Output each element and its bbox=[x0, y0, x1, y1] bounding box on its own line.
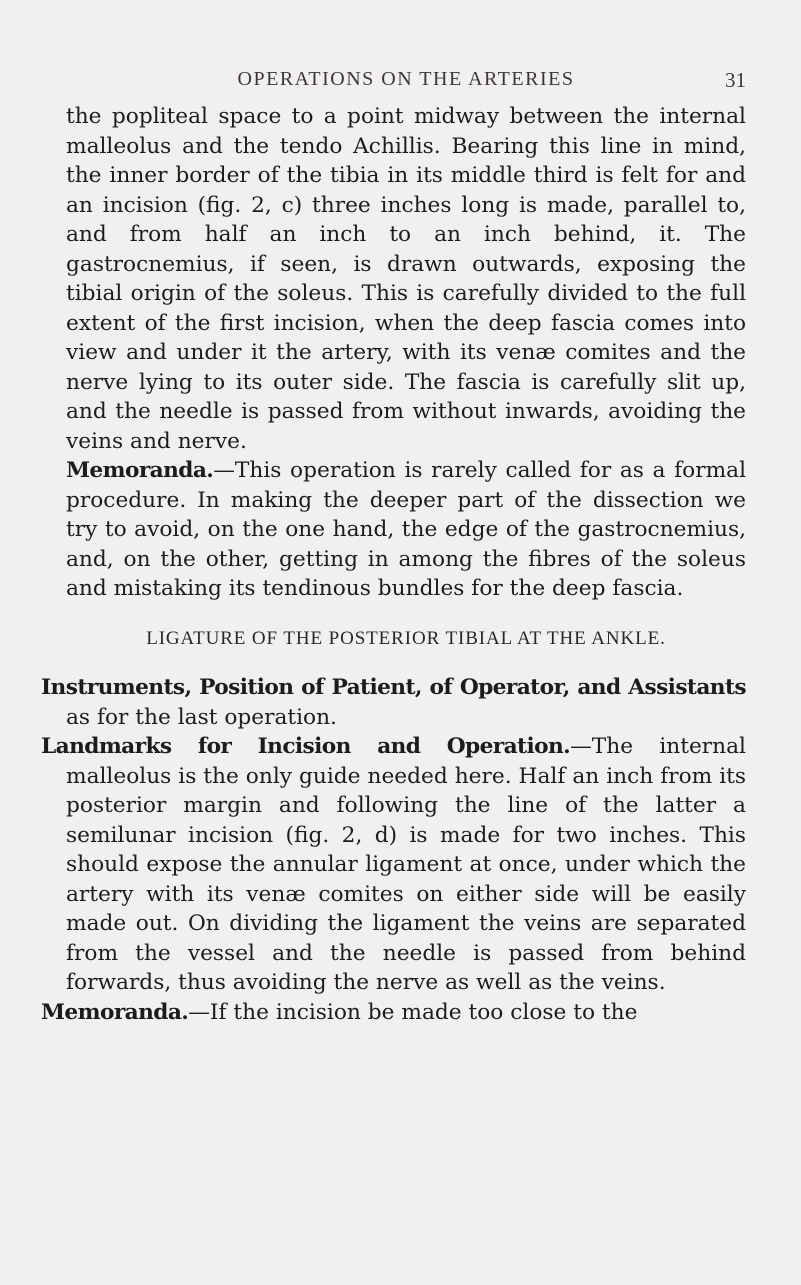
section-heading: LIGATURE OF THE POSTERIOR TIBIAL AT THE ANKLE. bbox=[146, 627, 666, 649]
instruments-paragraph bbox=[41, 673, 746, 732]
memoranda-text-ankle: —If the incision be made too close to the bbox=[188, 999, 638, 1025]
memoranda-paragraph-ankle bbox=[41, 998, 746, 1028]
landmarks-paragraph bbox=[41, 732, 746, 998]
memoranda-label: Memoranda. bbox=[66, 458, 214, 483]
landmarks-text: —The internal malleolus is the only guide needed here. Half an inch from its posterior margin and following the line of the latter a semilunar incision (fig. 2, d) is made for two inches. This should expose the annular ligament at once, under which the artery with its venæ comites on either side will be easily made out. On dividing the ligament the veins are separated from the vessel and the needle is passed from behind forwards, thus avoiding the nerve as well as the veins. bbox=[66, 734, 746, 995]
instruments-text: as for the last operation. bbox=[66, 704, 337, 730]
landmarks-label: Landmarks for Incision and Operation. bbox=[41, 734, 571, 759]
page-number: 31 bbox=[725, 68, 746, 92]
memoranda-text: —This operation is rarely called for as a formal procedure. In making the deeper part of the dissection we try to avoid, on the one hand, the edge of the gastrocnemius, and, on the other, getting in among the fibres of the soleus and mistaking its tendinous bundles for the deep fascia. bbox=[66, 458, 746, 601]
page-body bbox=[41, 102, 746, 1027]
memoranda-label-ankle: Memoranda. bbox=[41, 999, 189, 1025]
running-title: OPERATIONS ON THE ARTERIES bbox=[237, 68, 575, 90]
instruments-label: Instruments, Position of Patient, of Operator, and Assistants bbox=[41, 675, 746, 700]
memoranda-paragraph-posterior-tibial-middle bbox=[66, 456, 746, 604]
paragraph-popliteal-continuation: the popliteal space to a point midway between the internal malleolus and the tendo Achillis. Bearing this line in mind, the inner border of the tibia in its middle third is felt for and an incision (fig. 2, c) three inches long is made, parallel to, and from half an inch to an inch behind, it. The gastrocnemius, if seen, is drawn outwards, exposing the tibial origin of the soleus. This is carefully divided to the full extent of the first incision, when the deep fascia comes into view and under it the artery, with its venæ comites and the nerve lying to its outer side. The fascia is carefully slit up, and the needle is passed from without inwards, avoiding the veins and nerve. bbox=[66, 104, 746, 454]
running-head bbox=[66, 68, 746, 98]
